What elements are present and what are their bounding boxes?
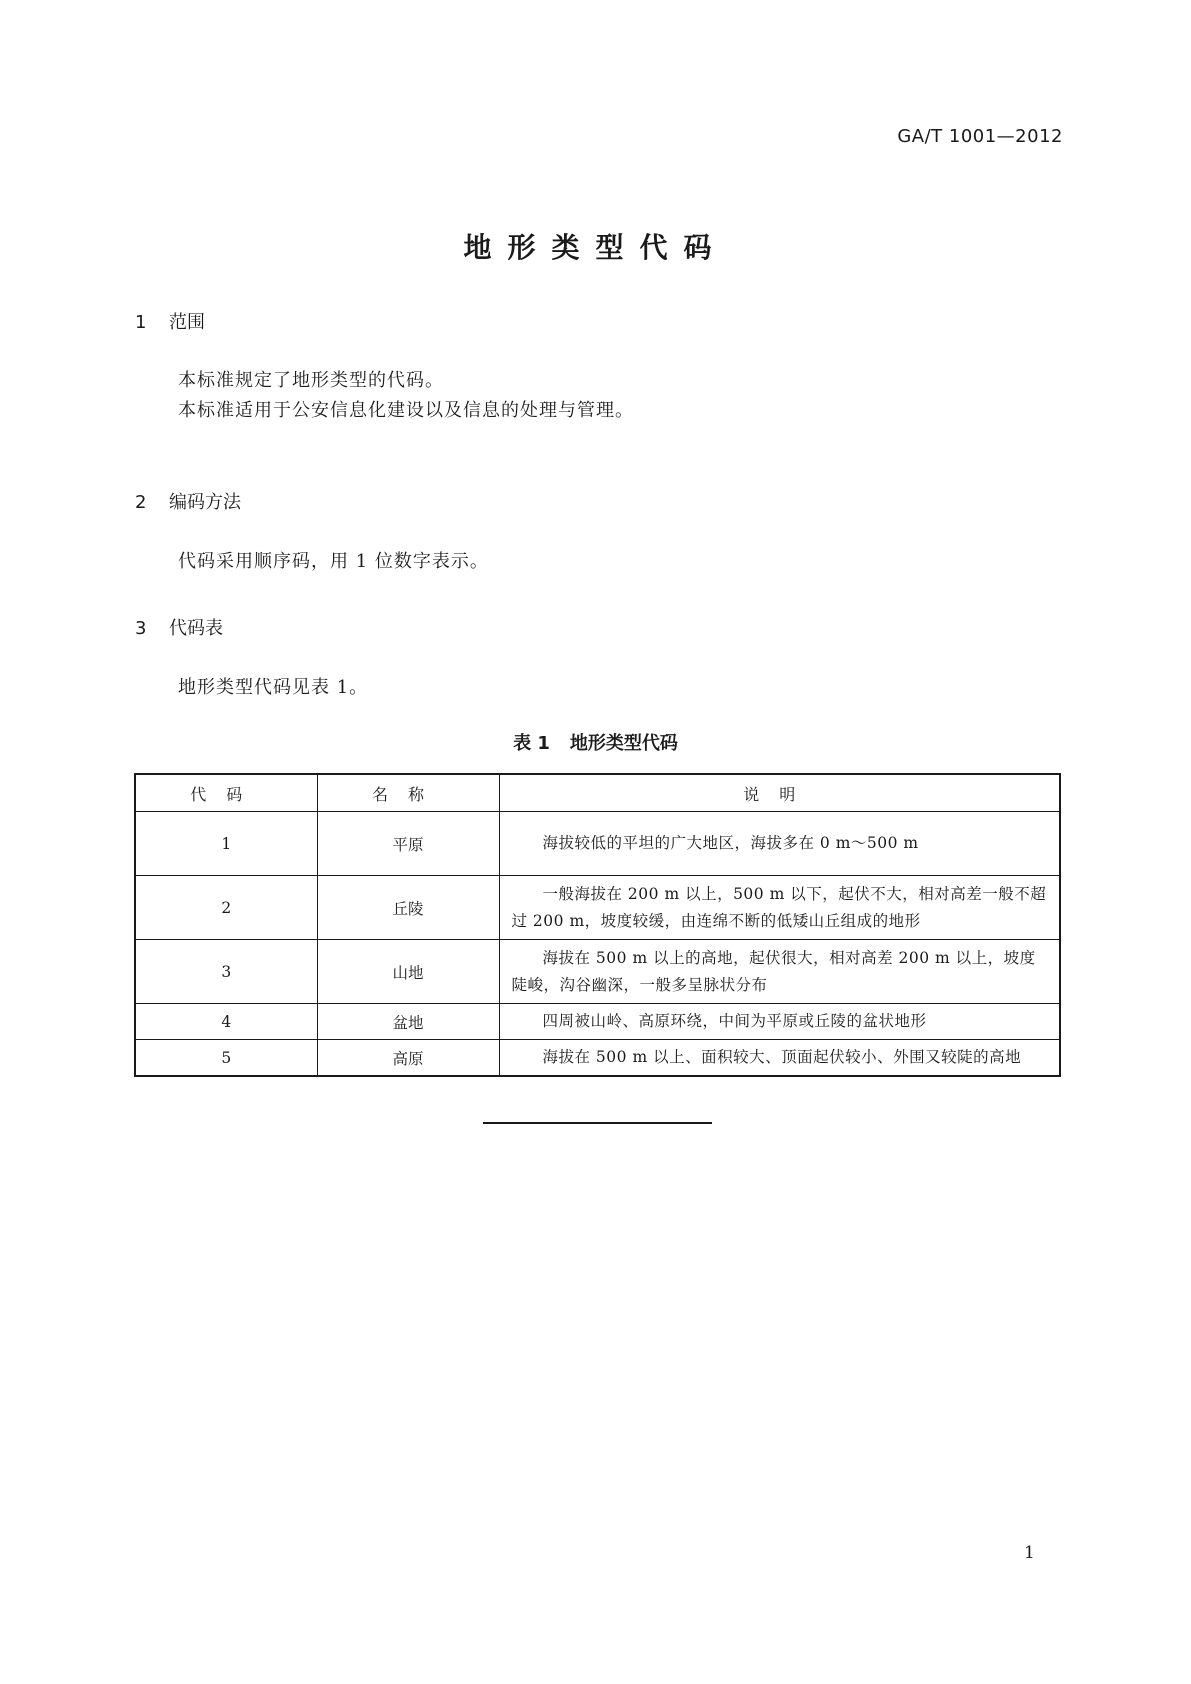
cell-name: 山地 xyxy=(317,940,499,1004)
cell-name: 高原 xyxy=(317,1040,499,1077)
end-rule xyxy=(483,1122,712,1124)
table-caption-title: 地形类型代码 xyxy=(569,733,678,754)
section-number: 2 xyxy=(135,492,147,513)
header-description: 说明 xyxy=(499,774,1060,812)
table-row xyxy=(135,1004,1060,1040)
section-2-heading xyxy=(135,488,241,514)
table-row xyxy=(135,940,1060,1004)
section-1-paragraph-2: 本标准适用于公安信息化建设以及信息的处理与管理。 xyxy=(178,400,634,421)
cell-name: 平原 xyxy=(317,812,499,876)
cell-name: 丘陵 xyxy=(317,876,499,940)
section-1-heading xyxy=(135,308,205,334)
header-name: 名称 xyxy=(317,774,499,812)
table-caption xyxy=(0,729,1191,755)
cell-code: 5 xyxy=(135,1040,317,1077)
table-row xyxy=(135,1040,1060,1077)
standard-code: GA/T 1001—2012 xyxy=(897,126,1063,147)
page-number: 1 xyxy=(1024,1543,1035,1563)
cell-description: 海拔在 500 m 以上、面积较大、顶面起伏较小、外围又较陡的高地 xyxy=(499,1040,1060,1077)
cell-code: 3 xyxy=(135,940,317,1004)
table-caption-number: 表 1 xyxy=(513,733,550,754)
section-heading-text: 编码方法 xyxy=(169,492,241,513)
section-1-paragraph-1: 本标准规定了地形类型的代码。 xyxy=(178,370,444,391)
cell-code: 1 xyxy=(135,812,317,876)
section-number: 1 xyxy=(135,312,147,333)
cell-code: 2 xyxy=(135,876,317,940)
cell-description: 海拔在 500 m 以上的高地，起伏很大，相对高差 200 m 以上，坡度陡峻，沟谷幽深，一般多呈脉状分布 xyxy=(499,940,1060,1004)
table-header-row xyxy=(135,774,1060,812)
section-number: 3 xyxy=(135,618,147,639)
table-row xyxy=(135,812,1060,876)
section-heading-text: 代码表 xyxy=(169,618,223,639)
cell-name: 盆地 xyxy=(317,1004,499,1040)
terrain-code-table xyxy=(134,773,1061,1077)
section-heading-text: 范围 xyxy=(169,312,205,333)
section-2-paragraph-1: 代码采用顺序码，用 1 位数字表示。 xyxy=(178,551,489,572)
section-3-heading xyxy=(135,614,223,640)
cell-description: 海拔较低的平坦的广大地区，海拔多在 0 m～500 m xyxy=(499,812,1060,876)
table-row xyxy=(135,876,1060,940)
document-title: 地形类型代码 xyxy=(463,231,728,264)
cell-code: 4 xyxy=(135,1004,317,1040)
cell-description: 四周被山岭、高原环绕，中间为平原或丘陵的盆状地形 xyxy=(499,1004,1060,1040)
header-code: 代码 xyxy=(135,774,317,812)
section-3-paragraph-1: 地形类型代码见表 1。 xyxy=(178,677,369,698)
cell-description: 一般海拔在 200 m 以上，500 m 以下，起伏不大，相对高差一般不超过 200 m，坡度较缓，由连绵不断的低矮山丘组成的地形 xyxy=(499,876,1060,940)
